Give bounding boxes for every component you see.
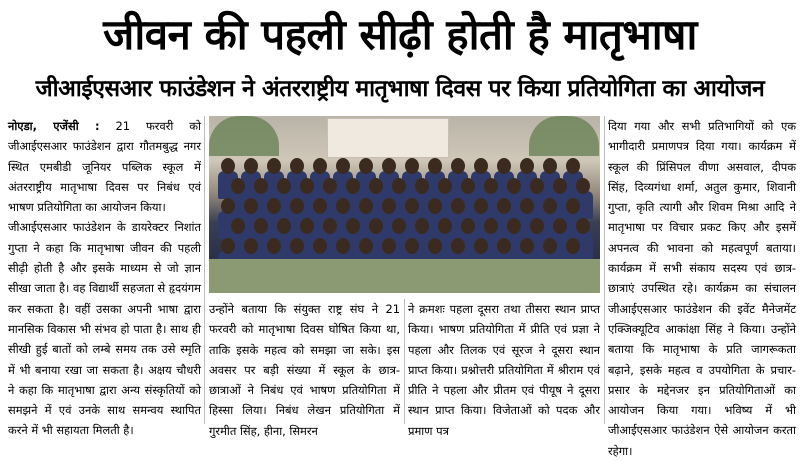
article-column-1: [8, 116, 201, 438]
student-head: [576, 218, 590, 234]
student-head: [415, 178, 429, 194]
student-head: [359, 198, 373, 214]
paragraph: दिया गया और सभी प्रतिभागियों को एक भागीदारी प्रमाणपत्र दिया गया। कार्यक्रम में स्कूल की प्रिंसिपल वीणा असवाल, दीपक सिंह, दिव्यगंधा शर्मा, अतुल कुमार, शिवानी गुप्ता, कृति त्यागी और शिवम मिश्रा आदि ने मातृभाषा पर विचार प्रकट किए और इसमें अपनत्व की भावना को महत्वपूर्ण बताया। कार्यक्रम में सभी संकाय सदस्य एवं छात्र-छात्राएं उपस्थित रहे। कार्यक्रम का संचालन जीआईएसआर फाउंडेशन की इवेंट मैनेजमेंट एक्जिक्यूटिव आकांक्षा सिंह ने किया। उन्होंने बताया कि मातृभाषा के प्रति जागरूकता बढ़ाने, इसके महत्व व उपयोगिता के प्रचार-प्रसार के मद्देनजर इन प्रतियोगिताओं का आयोजन किया गया। भविष्य में भी जीआईएसआर फाउंडेशन ऐसे आयोजन करता रहेगा।: [608, 119, 796, 458]
student-head: [474, 158, 488, 174]
paragraph: ने क्रमशः पहला दूसरा तथा तीसरा स्थान प्राप्त किया। भाषण प्रतियोगिता में प्रीति एवं प्रज्ञा ने पहला और तिलक एवं सूरज ने दूसरा स्थान प्राप्त किया। प्रश्नोत्तरी प्रतियोगिता में श्रीराम एवं प्रीति ने पहला और प्रीतम एवं पीयूष ने दूसरा स्थान प्राप्त किया। विजेताओं को पदक और प्रमाण पत्र: [408, 302, 600, 438]
student-head: [576, 178, 590, 194]
student-head: [461, 178, 475, 194]
student-head: [300, 218, 314, 234]
student-head: [267, 198, 281, 214]
student-head: [474, 238, 488, 254]
student-head: [313, 158, 327, 174]
student-head: [520, 158, 534, 174]
student-head: [405, 238, 419, 254]
student-head: [566, 198, 580, 214]
student-head: [231, 218, 245, 234]
student-head: [231, 178, 245, 194]
student-head: [290, 158, 304, 174]
student-head: [428, 238, 442, 254]
student-head: [323, 218, 337, 234]
student-head: [566, 158, 580, 174]
student-head: [507, 218, 521, 234]
student-head: [405, 198, 419, 214]
student-head: [359, 238, 373, 254]
student-head: [244, 238, 258, 254]
student-head: [346, 178, 360, 194]
student-head: [438, 178, 452, 194]
ground: [209, 259, 600, 293]
student-head: [221, 198, 235, 214]
column-divider: [204, 116, 205, 424]
column-divider: [604, 116, 605, 424]
student-head: [313, 198, 327, 214]
student-head: [392, 178, 406, 194]
student-head: [520, 198, 534, 214]
student-head: [451, 198, 465, 214]
student-head: [530, 218, 544, 234]
student-head: [553, 178, 567, 194]
student-head: [484, 218, 498, 234]
student-head: [277, 218, 291, 234]
article-column-4: [608, 116, 796, 458]
student-head: [369, 178, 383, 194]
student-head: [507, 178, 521, 194]
student-head: [520, 238, 534, 254]
student-head: [530, 178, 544, 194]
student-head: [369, 218, 383, 234]
student-head: [428, 198, 442, 214]
student-head: [277, 178, 291, 194]
student-head: [428, 158, 442, 174]
student-head: [497, 198, 511, 214]
paragraph: उन्होंने बताया कि संयुक्त राष्ट्र संघ ने 21 फरवरी को मातृभाषा दिवस घोषित किया था, ताकि इसके महत्व को समझा जा सके। इस अवसर पर बड़ी संख्या में स्कूल के छात्र-छात्राओं ने निबंध एवं भाषण प्रतियोगिता में हिस्सा लिया। निबंध लेखन प्रतियोगिता में गुरमीत सिंह, हीना, सिमरन: [209, 302, 400, 438]
student-head: [346, 218, 360, 234]
student-head: [451, 238, 465, 254]
column-divider: [404, 299, 405, 424]
student-head: [497, 158, 511, 174]
students-group: [209, 154, 600, 264]
event-banner: [327, 118, 449, 158]
tree: [209, 116, 279, 156]
student-head: [300, 178, 314, 194]
student-head: [323, 178, 337, 194]
student-head: [336, 198, 350, 214]
student-head: [461, 218, 475, 234]
student-head: [553, 218, 567, 234]
student-head: [221, 238, 235, 254]
dateline: नोएडा, एजेंसी :: [8, 119, 100, 133]
student-head: [543, 198, 557, 214]
student-head: [497, 238, 511, 254]
student-head: [451, 158, 465, 174]
student-head: [415, 218, 429, 234]
student-head: [484, 178, 498, 194]
student-head: [543, 238, 557, 254]
student-head: [267, 238, 281, 254]
student-head: [336, 158, 350, 174]
student-head: [254, 218, 268, 234]
headline: जीवन की पहली सीढ़ी होती है मातृभाषा: [103, 9, 697, 59]
student-head: [313, 238, 327, 254]
student-head: [267, 158, 281, 174]
student-head: [244, 158, 258, 174]
student-head: [405, 158, 419, 174]
student-head: [392, 218, 406, 234]
subheadline: जीआईएसआर फाउंडेशन ने अंतरराष्ट्रीय मातृभाषा दिवस पर किया प्रतियोगिता का आयोजन: [35, 76, 765, 102]
student-head: [382, 238, 396, 254]
student-head: [290, 198, 304, 214]
article-column-3: [408, 299, 600, 438]
student-head: [290, 238, 304, 254]
student-head: [382, 198, 396, 214]
paragraph: जीआईएसआर फाउंडेशन के डायरेक्टर निशांत गुप्ता ने कहा कि मातृभाषा जीवन की पहली सीढ़ी होती है और इसके माध्यम से जो ज्ञान सीखा जाता है। वह विद्यार्थी सहजता से हृदयंगम कर सकता है। वहीं उसका अपनी भाषा द्वारा मानसिक विकास भी संभव हो पाता है। साथ ही सीखी हुई बातों को लम्बे समय तक उसे स्मृति में भी बनाया रखा जा सकता है। अक्षय चौधरी ने कहा कि मातृभाषा द्वारा अन्य संस्कृतियों को समझने में एवं उनके साथ समन्वय स्थापित करने में भी सहायता मिलती है।: [8, 220, 201, 438]
paragraph: [8, 116, 201, 217]
student-head: [359, 158, 373, 174]
student-head: [474, 198, 488, 214]
paragraph-text: 21 फरवरी को जीआईएसआर फाउंडेशन द्वारा गौतमबुद्ध नगर स्थित एमबीडी जूनियर पब्लिक स्कूल में अंतरराष्ट्रीय मातृभाषा दिवस पर निबंध एवं भाषण प्रतियोगिता का आयोजन किया।: [8, 119, 201, 215]
group-photo: [209, 116, 600, 293]
article-column-2: [209, 299, 400, 438]
student-head: [543, 158, 557, 174]
student-head: [254, 178, 268, 194]
student-head: [566, 238, 580, 254]
student-head: [336, 238, 350, 254]
tree: [529, 116, 599, 156]
student-head: [221, 158, 235, 174]
student-head: [438, 218, 452, 234]
student-head: [244, 198, 258, 214]
student-head: [382, 158, 396, 174]
